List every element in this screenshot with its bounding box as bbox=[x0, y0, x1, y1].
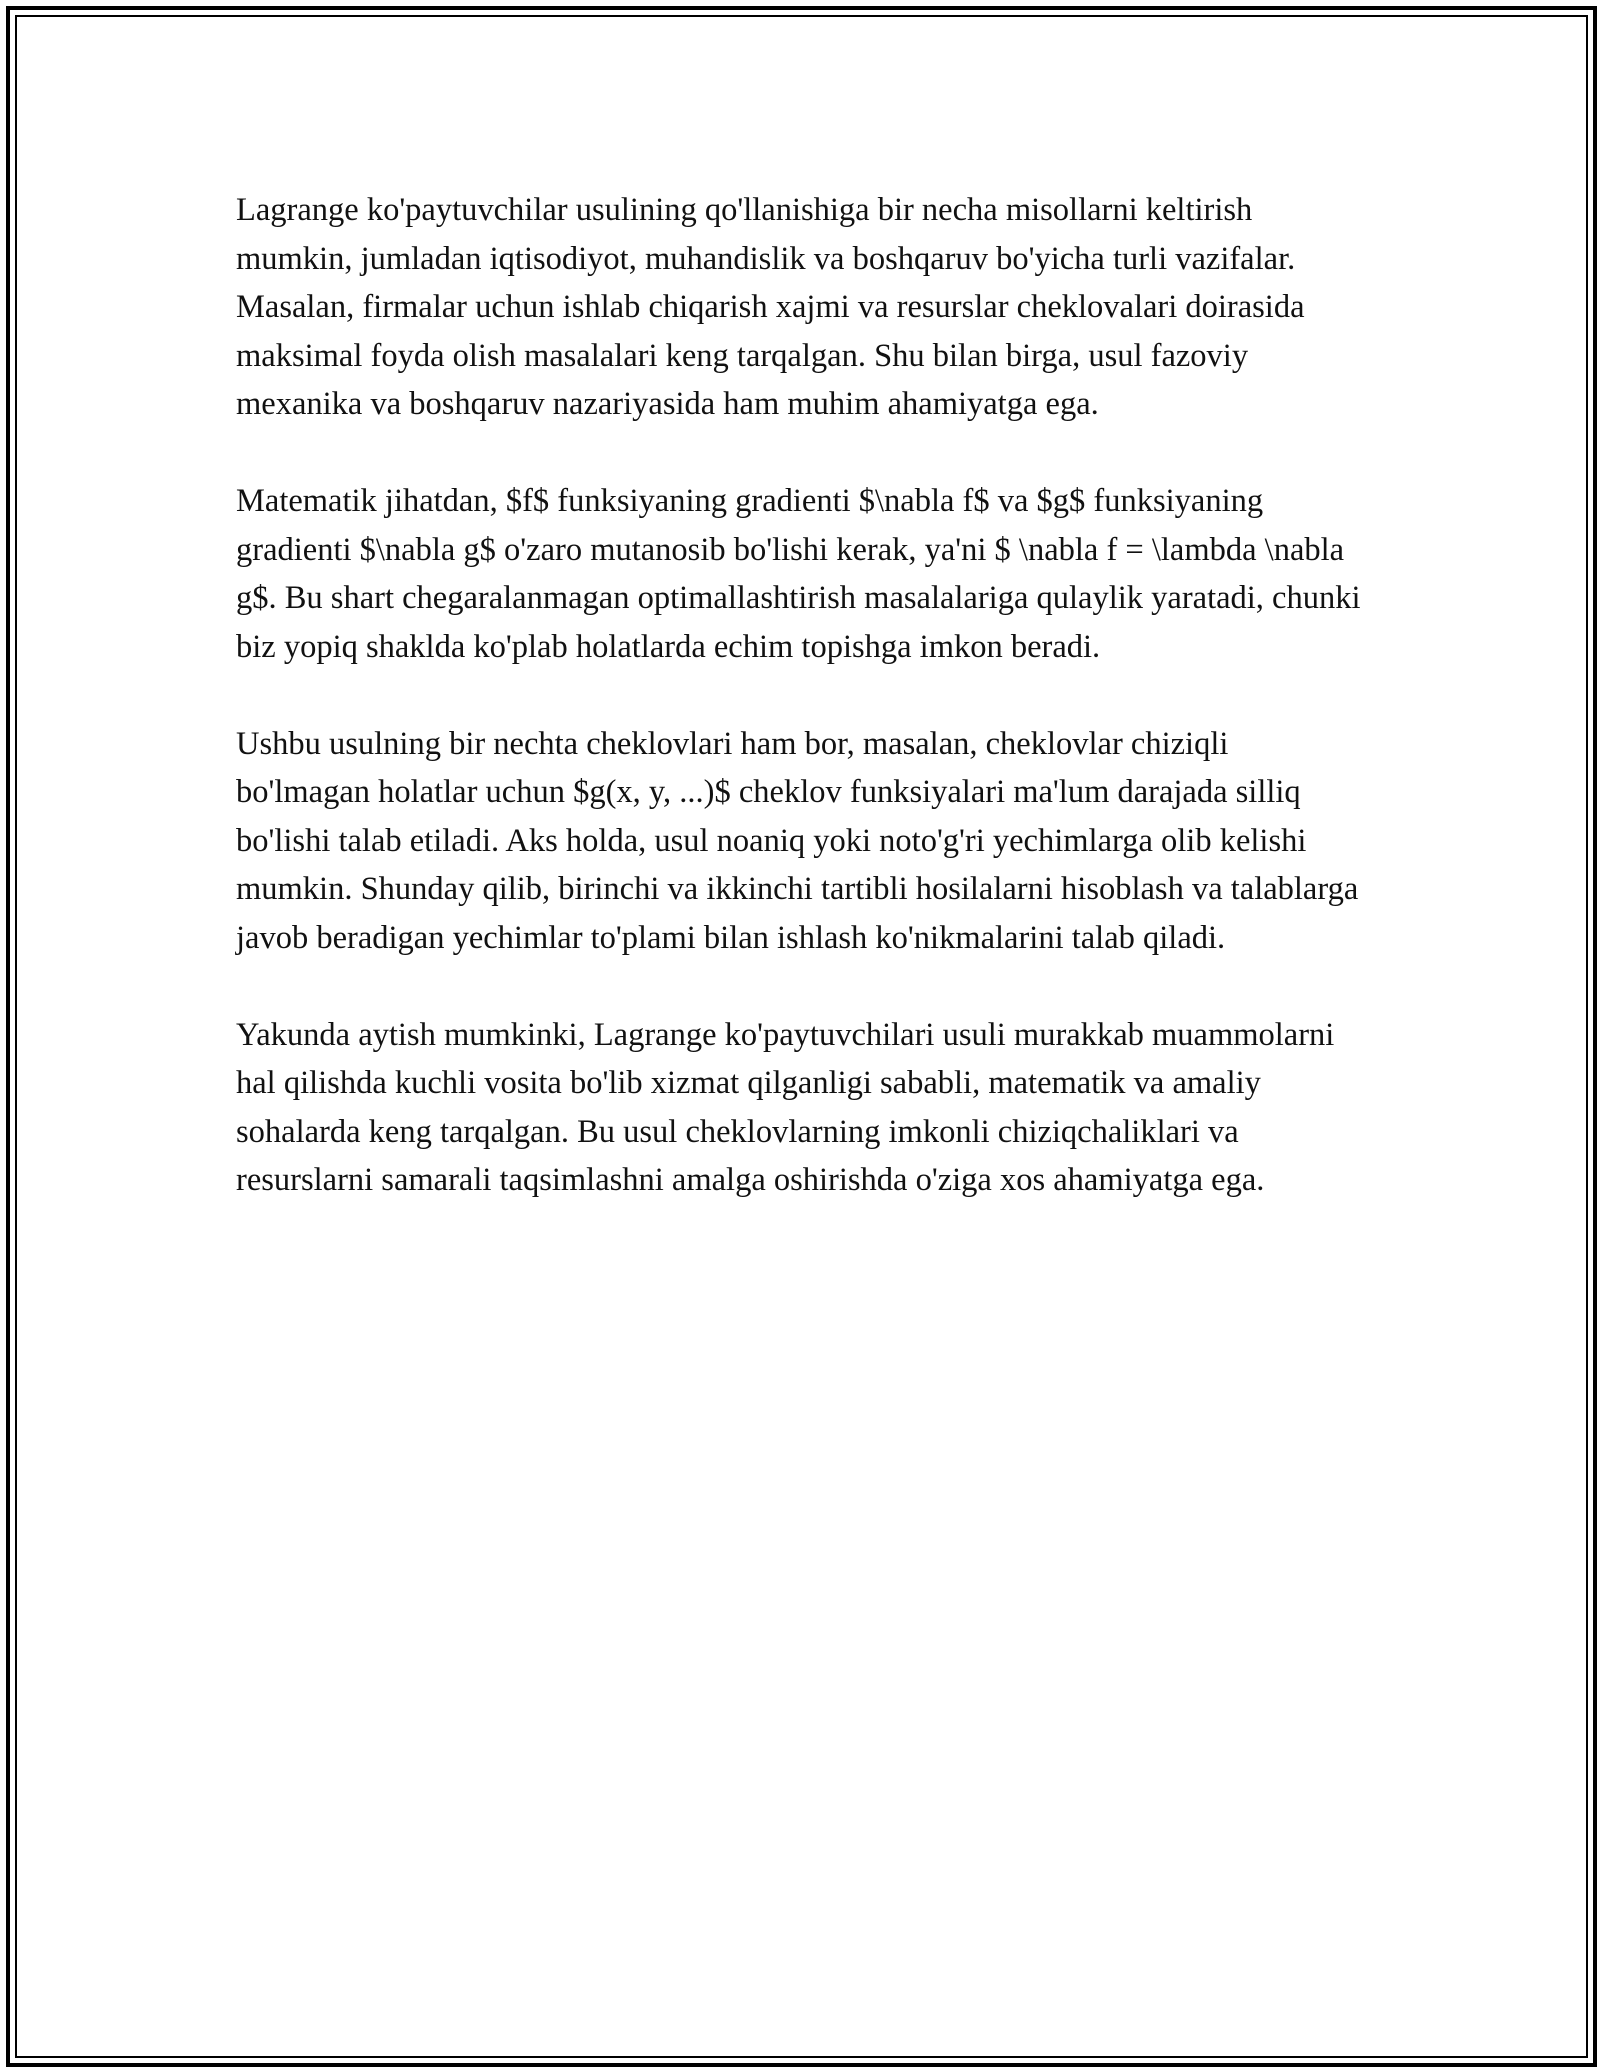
paragraph-1: Lagrange ko'paytuvchilar usulining qo'llanishiga bir necha misollarni keltirish mumkin, jumladan iqtisodiyot, muhandislik va boshqaruv bo'yicha turli vazifalar. Masalan, firmalar uchun ishlab chiqarish xajmi va resurslar cheklovalari doirasida maksimal foyda olish masalalari keng tarqalgan. Shu bilan birga, usul fazoviy mexanika va boshqaruv nazariyasida ham muhim ahamiyatga ega. bbox=[236, 192, 1305, 422]
paragraph-4: Yakunda aytish mumkinki, Lagrange ko'paytuvchilari usuli murakkab muammolarni hal qilishda kuchli vosita bo'lib xizmat qilganligi sababli, matematik va amaliy sohalarda keng tarqalgan. Bu usul cheklovlarning imkonli chiziqchaliklari va resurslarni samarali taqsimlashni amalga oshirishda o'ziga xos ahamiyatga ega. bbox=[236, 1016, 1335, 1198]
document-body bbox=[236, 186, 1366, 1253]
paragraph-3: Ushbu usulning bir nechta cheklovlari ham bor, masalan, cheklovlar chiziqli bo'lmagan holatlar uchun $g(x, y, ...)$ cheklov funksiyalari ma'lum darajada silliq bo'lishi talab etiladi. Aks holda, usul noaniq yoki noto'g'ri yechimlarga olib kelishi mumkin. Shunday qilib, birinchi va ikkinchi tartibli hosilalarni hisoblash va talablarga javob beradigan yechimlar to'plami bilan ishlash ko'nikmalarini talab qiladi. bbox=[236, 725, 1359, 956]
paragraph-2: Matematik jihatdan, $f$ funksiyaning gradienti $\nabla f$ va $g$ funksiyaning gradienti $\nabla g$ o'zaro mutanosib bo'lishi kerak, ya'ni $ \nabla f = \lambda \nabla g$. Bu shart chegaralanmagan optimallashtirish masalalariga qulaylik yaratadi, chunki biz yopiq shaklda ko'plab holatlarda echim topishga imkon beradi. bbox=[236, 483, 1361, 665]
